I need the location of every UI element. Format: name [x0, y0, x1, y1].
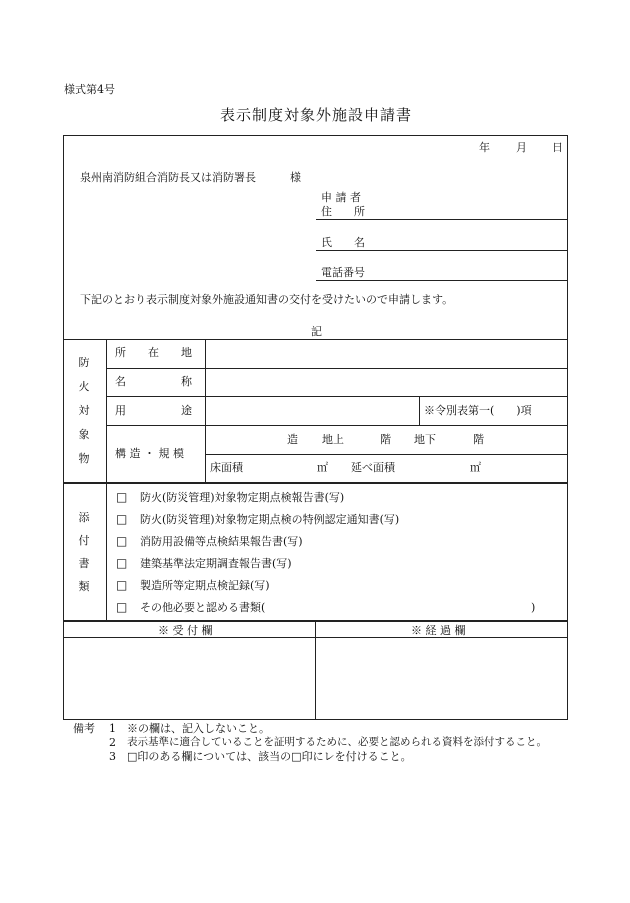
phone-line — [316, 280, 567, 281]
use-label: 用 途 — [115, 404, 192, 417]
structure-floors-above: 階 — [380, 433, 391, 446]
attachment-checkbox-5[interactable]: □ — [116, 578, 128, 592]
property-section-char-4: 象 — [78, 428, 90, 441]
name-line — [316, 250, 567, 251]
page-title: 表示制度対象外施設申請書 — [220, 106, 413, 124]
attachment-item-1: 防火(防災管理)対象物定期点検報告書(写) — [140, 491, 345, 504]
attachment-item-6-close: ) — [531, 601, 536, 614]
attachment-checkbox-1[interactable]: □ — [116, 490, 128, 504]
addressee: 泉州南消防組合消防長又は消防署長 — [80, 171, 256, 184]
attachments-section-char-1: 添 — [78, 511, 90, 524]
location-label: 所 在 地 — [115, 346, 192, 359]
structure-zo: 造 — [287, 433, 298, 446]
structure-row-line — [205, 454, 568, 455]
total-area-label: 延べ面積 — [351, 461, 395, 474]
property-row-line-1 — [106, 368, 568, 369]
property-section-char-3: 対 — [78, 404, 90, 417]
applicant-phone-label: 電話番号 — [321, 266, 365, 279]
attachments-section-char-4: 類 — [78, 580, 90, 593]
progress-header: ※ 経 過 欄 — [411, 624, 466, 637]
property-name-label: 名 称 — [115, 375, 192, 388]
structure-below-ground: 地下 — [414, 433, 436, 446]
property-side-divider — [106, 339, 107, 482]
note-number-3: 3 — [109, 750, 116, 763]
attachments-side-divider — [106, 483, 107, 620]
reception-header-line — [63, 637, 568, 638]
attachment-item-2: 防火(防災管理)対象物定期点検の特例認定通知書(写) — [140, 513, 400, 526]
note-text-2: 表示基準に適合していることを証明するために、必要と認められる資料を添付すること。 — [127, 736, 547, 748]
address-line — [316, 219, 567, 220]
attachment-item-5: 製造所等定期点検記録(写) — [140, 579, 270, 592]
applicant-address-label: 住 所 — [321, 205, 365, 218]
reception-progress-divider — [315, 621, 316, 720]
property-section-char-2: 火 — [78, 380, 90, 393]
attachment-item-3: 消防用設備等点検結果報告書(写) — [140, 535, 303, 548]
structure-above-ground: 地上 — [322, 433, 344, 446]
total-area-unit: ㎡ — [470, 461, 481, 474]
date-month-label: 月 — [516, 141, 527, 154]
structure-label: 構 造 ・ 規 模 — [115, 447, 184, 460]
applicant-label: 申 請 者 — [321, 191, 361, 204]
date-day-label: 日 — [552, 141, 563, 154]
property-section-char-1: 防 — [78, 356, 90, 369]
note-number-2: 2 — [109, 736, 116, 749]
applicant-name-label: 氏 名 — [321, 236, 365, 249]
use-ref-divider — [419, 396, 420, 425]
note-number-1: 1 — [109, 722, 116, 735]
attachment-checkbox-3[interactable]: □ — [116, 534, 128, 548]
note-text-3: □印のある欄については、該当の□印にレを付けること。 — [127, 750, 412, 763]
date-year-label: 年 — [479, 141, 490, 154]
property-row-line-3 — [106, 425, 568, 426]
form-number: 様式第4号 — [64, 83, 115, 96]
property-section-char-5: 物 — [78, 452, 90, 465]
note-text-1: ※の欄は、記入しないこと。 — [127, 722, 270, 735]
attachment-checkbox-4[interactable]: □ — [116, 556, 128, 570]
attachment-item-4: 建築基準法定期調査報告書(写) — [140, 557, 292, 570]
floor-area-label: 床面積 — [210, 461, 243, 474]
attachments-section-char-3: 書 — [78, 557, 90, 570]
attachment-checkbox-2[interactable]: □ — [116, 512, 128, 526]
floor-area-unit: ㎡ — [317, 461, 328, 474]
property-top-line — [63, 339, 568, 340]
property-bottom-line — [63, 482, 568, 484]
request-text: 下記のとおり表示制度対象外施設通知書の交付を受けたいので申請します。 — [80, 293, 454, 306]
attachment-item-6: その他必要と認める書類( — [140, 601, 266, 614]
property-row-line-2 — [106, 396, 568, 397]
ki-label: 記 — [311, 325, 322, 338]
structure-floors-below: 階 — [473, 433, 484, 446]
reception-header: ※ 受 付 欄 — [158, 624, 213, 637]
use-ref: ※令別表第一( )項 — [424, 404, 532, 417]
property-label-divider — [205, 339, 206, 426]
notes-label: 備考 — [73, 722, 95, 735]
addressee-honorific: 様 — [290, 171, 301, 184]
attachment-checkbox-6[interactable]: □ — [116, 600, 128, 614]
attachments-section-char-2: 付 — [78, 534, 90, 547]
